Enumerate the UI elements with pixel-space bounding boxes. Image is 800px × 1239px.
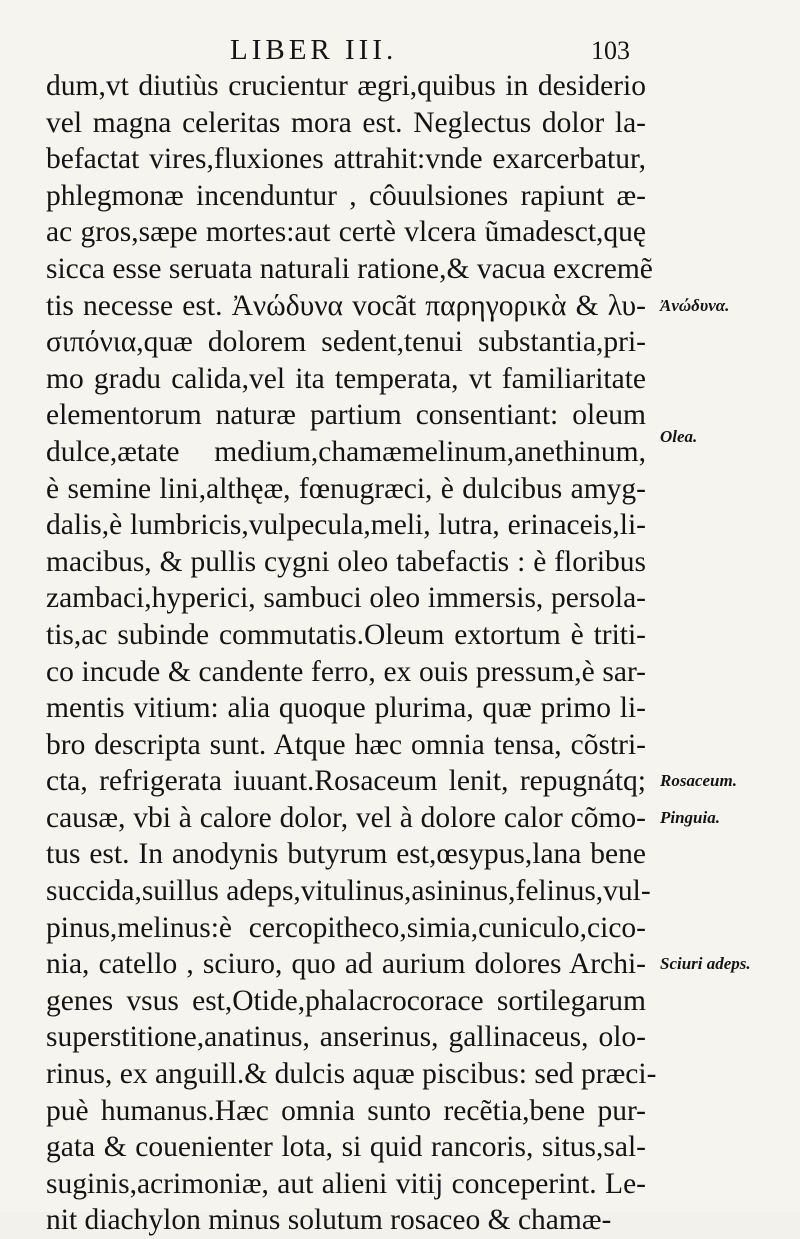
text-line: causæ, vbi à calore dolor, vel à dolore calor cõmo- [46,801,646,834]
text-line: vel magna celeritas mora est. Neglectus dolor la- [46,106,646,139]
text-line: è semine lini,althęæ, fœnugræci, è dulcibus amyg- [46,472,646,505]
text-line: mentis vitium: alia quoque plurima, quæ primo li- [46,692,646,725]
book-title: LIBER III. [230,34,398,66]
text-line: mo gradu calida,vel ita temperata, vt familiaritate [46,362,646,395]
text-line: nit diachylon minus solutum rosaceo & chamæ- [46,1204,612,1237]
text-line: ac gros,sæpe mortes:aut certè vlcera ũmadesct,quę [46,216,646,249]
text-line: elementorum naturæ partium consentiant: oleum [46,399,646,432]
text-line: pinus,melinus:è cercopitheco,simia,cuniculo,cico- [46,911,646,944]
running-head [230,34,630,70]
text-line: befactat vires,fluxiones attrahit:vnde exarcerbatur, [46,143,646,176]
text-line: succida,suillus adeps,vitulinus,asininus,felinus,vul- [46,875,651,908]
text-line: bro descripta sunt. Atque hæc omnia tensa, cõstri- [46,728,646,761]
text-line: sicca esse seruata naturali ratione,& vacua excremẽ [46,252,653,285]
text-line: tis necesse est. Ἀνώδυνα vocãt παρηγορικὰ & λυ- [46,289,646,322]
text-line: genes vsus est,Otide,phalacrocorace sortilegarum [46,984,646,1017]
text-line: zambaci,hyperici, sambuci oleo immersis, persola- [46,582,646,615]
text-line: dum,vt diutiùs crucientur ægri,quibus in desiderio [46,70,646,102]
text-line: dalis,è lumbricis,vulpecula,meli, lutra, erinaceis,li- [46,509,646,542]
text-line: tus est. In anodynis butyrum est,œsypus,lana bene [46,838,646,871]
text-line: nia, catello , sciuro, quo ad aurium dolores Archi- [46,948,646,981]
body-text [46,68,657,1239]
text-line: phlegmonæ incenduntur , côuulsiones rapiunt æ- [46,179,646,212]
page-number: 103 [591,36,630,65]
marginal-note: Rosaceum. [660,771,737,791]
marginal-note: Ἀνώδυνα. [660,295,730,315]
text-line: tis,ac subinde commutatis.Oleum extortum è triti- [46,618,646,651]
marginal-note: Pinguia. [660,808,720,827]
text-line: dulce,ætate medium,chamæmelinum,anethinum, [46,435,646,468]
text-line: cta, refrigerata iuuant.Rosaceum lenit, repugnátq; [46,765,646,798]
text-line: suginis,acrimoniæ, aut alieni vitij conceperint. Le- [46,1167,646,1200]
marginal-note: Sciuri adeps. [660,954,751,974]
text-line: σιπόνια,quæ dolorem sedent,tenui substantia,pri- [46,326,646,359]
text-line: co incude & candente ferro, ex ouis pressum,è sar- [46,655,646,688]
text-line: gata & couenienter lota, si quid rancoris, situs,sal- [46,1131,646,1164]
marginal-note: Olea. [660,427,698,447]
text-line: superstitione,anatinus, anserinus, gallinaceus, olo- [46,1021,646,1054]
text-line: puè humanus.Hæc omnia sunto recẽtia,bene pur- [46,1094,646,1127]
text-line: macibus, & pullis cygni oleo tabefactis : è floribus [46,545,646,578]
text-line: rinus, ex anguill.& dulcis aquæ piscibus: sed præci- [46,1058,657,1091]
